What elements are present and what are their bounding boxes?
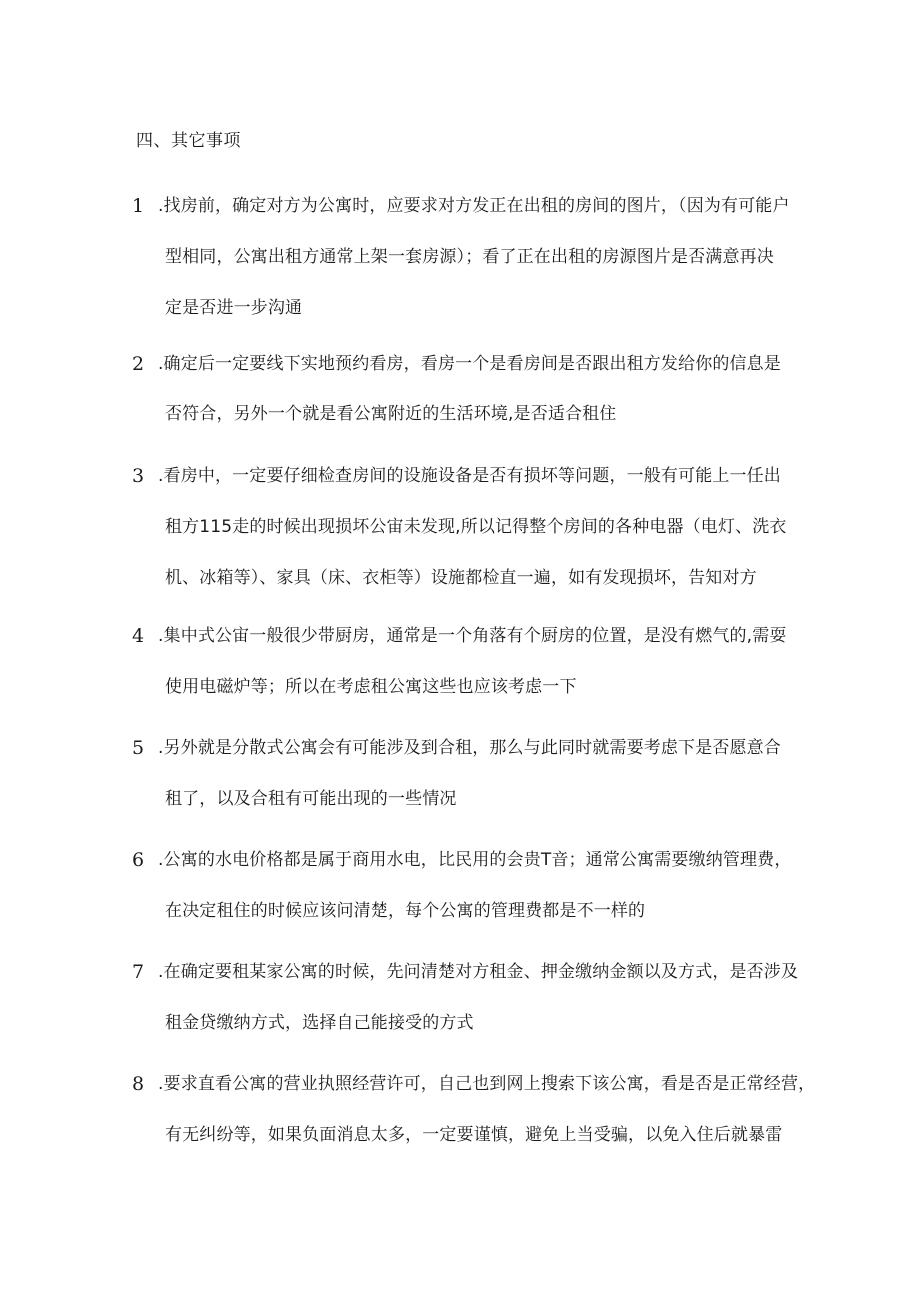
item-text-line: .在确定要租某家公寓的时候，先问清楚对方租金、押金缴纳金额以及方式，是否涉及 — [158, 962, 799, 982]
item-text-line: .要求直看公寓的营业执照经营许可，自己也到网上搜索下该公寓，看是否是正常经营， — [158, 1074, 816, 1094]
item-text-line: 定是否进一步沟通 — [165, 298, 303, 318]
item-text-line: .公寓的水电价格都是属于商用水电，比民用的会贵T音；通常公寓需要缴纳管理费， — [158, 850, 792, 870]
item-text-line: 使用电磁炉等；所以在考虑租公寓这些也应该考虑一下 — [165, 677, 577, 697]
item-text-line: 在决定租住的时候应该问清楚，每个公寓的管理费都是不一样的 — [165, 901, 646, 921]
item-text-line: 否符合，另外一个就是看公寓附近的生活环境,是否适合租住 — [165, 404, 617, 424]
item-number: 7 — [132, 961, 145, 983]
item-number: 1 — [132, 195, 145, 217]
item-text-line: 租方115走的时候出现损坏公宙未发现,所以记得整个房间的各种电器（电灯、洗衣 — [165, 517, 787, 537]
item-number: 5 — [132, 737, 145, 759]
section-heading: 四、其它事项 — [136, 131, 241, 151]
item-text-line: .另外就是分散式公寓会有可能涉及到合租，那么与此同时就需要考虑下是否愿意合 — [158, 738, 781, 758]
item-number: 4 — [132, 625, 145, 647]
item-number: 3 — [132, 465, 145, 487]
item-text-line: 租了，以及合租有可能出现的一些情况 — [165, 789, 457, 809]
item-number: 8 — [132, 1073, 145, 1095]
item-text-line: 型相同，公寓出租方通常上架一套房源）；看了正在出租的房源图片是否满意再决 — [165, 247, 774, 267]
item-text-line: .看房中，一定要仔细检查房间的设施设备是否有损坏等问题，一般有可能上一任出 — [158, 466, 781, 486]
item-text-line: .确定后一定要线下实地预约看房，看房一个是看房间是否跟出租方发给你的信息是 — [158, 354, 781, 374]
item-text-line: 机、冰箱等）、家具（床、衣柜等）设施都检直一遍，如有发现损坏，告知对方 — [165, 568, 757, 588]
item-number: 2 — [132, 353, 145, 375]
item-number: 6 — [132, 849, 145, 871]
item-text-line: .找房前，确定对方为公寓时，应要求对方发正在出租的房间的图片，（因为有可能户 — [158, 196, 790, 216]
item-text-line: 租金贷缴纳方式，选择自己能接受的方式 — [165, 1013, 474, 1033]
item-text-line: .集中式公宙一般很少带厨房，通常是一个角落有个厨房的位置，是没有燃气的,需耍 — [158, 626, 787, 646]
item-text-line: 有无纠纷等，如果负面消息太多，一定要谨慎，避免上当受骗，以免入住后就暴雷 — [165, 1125, 783, 1145]
